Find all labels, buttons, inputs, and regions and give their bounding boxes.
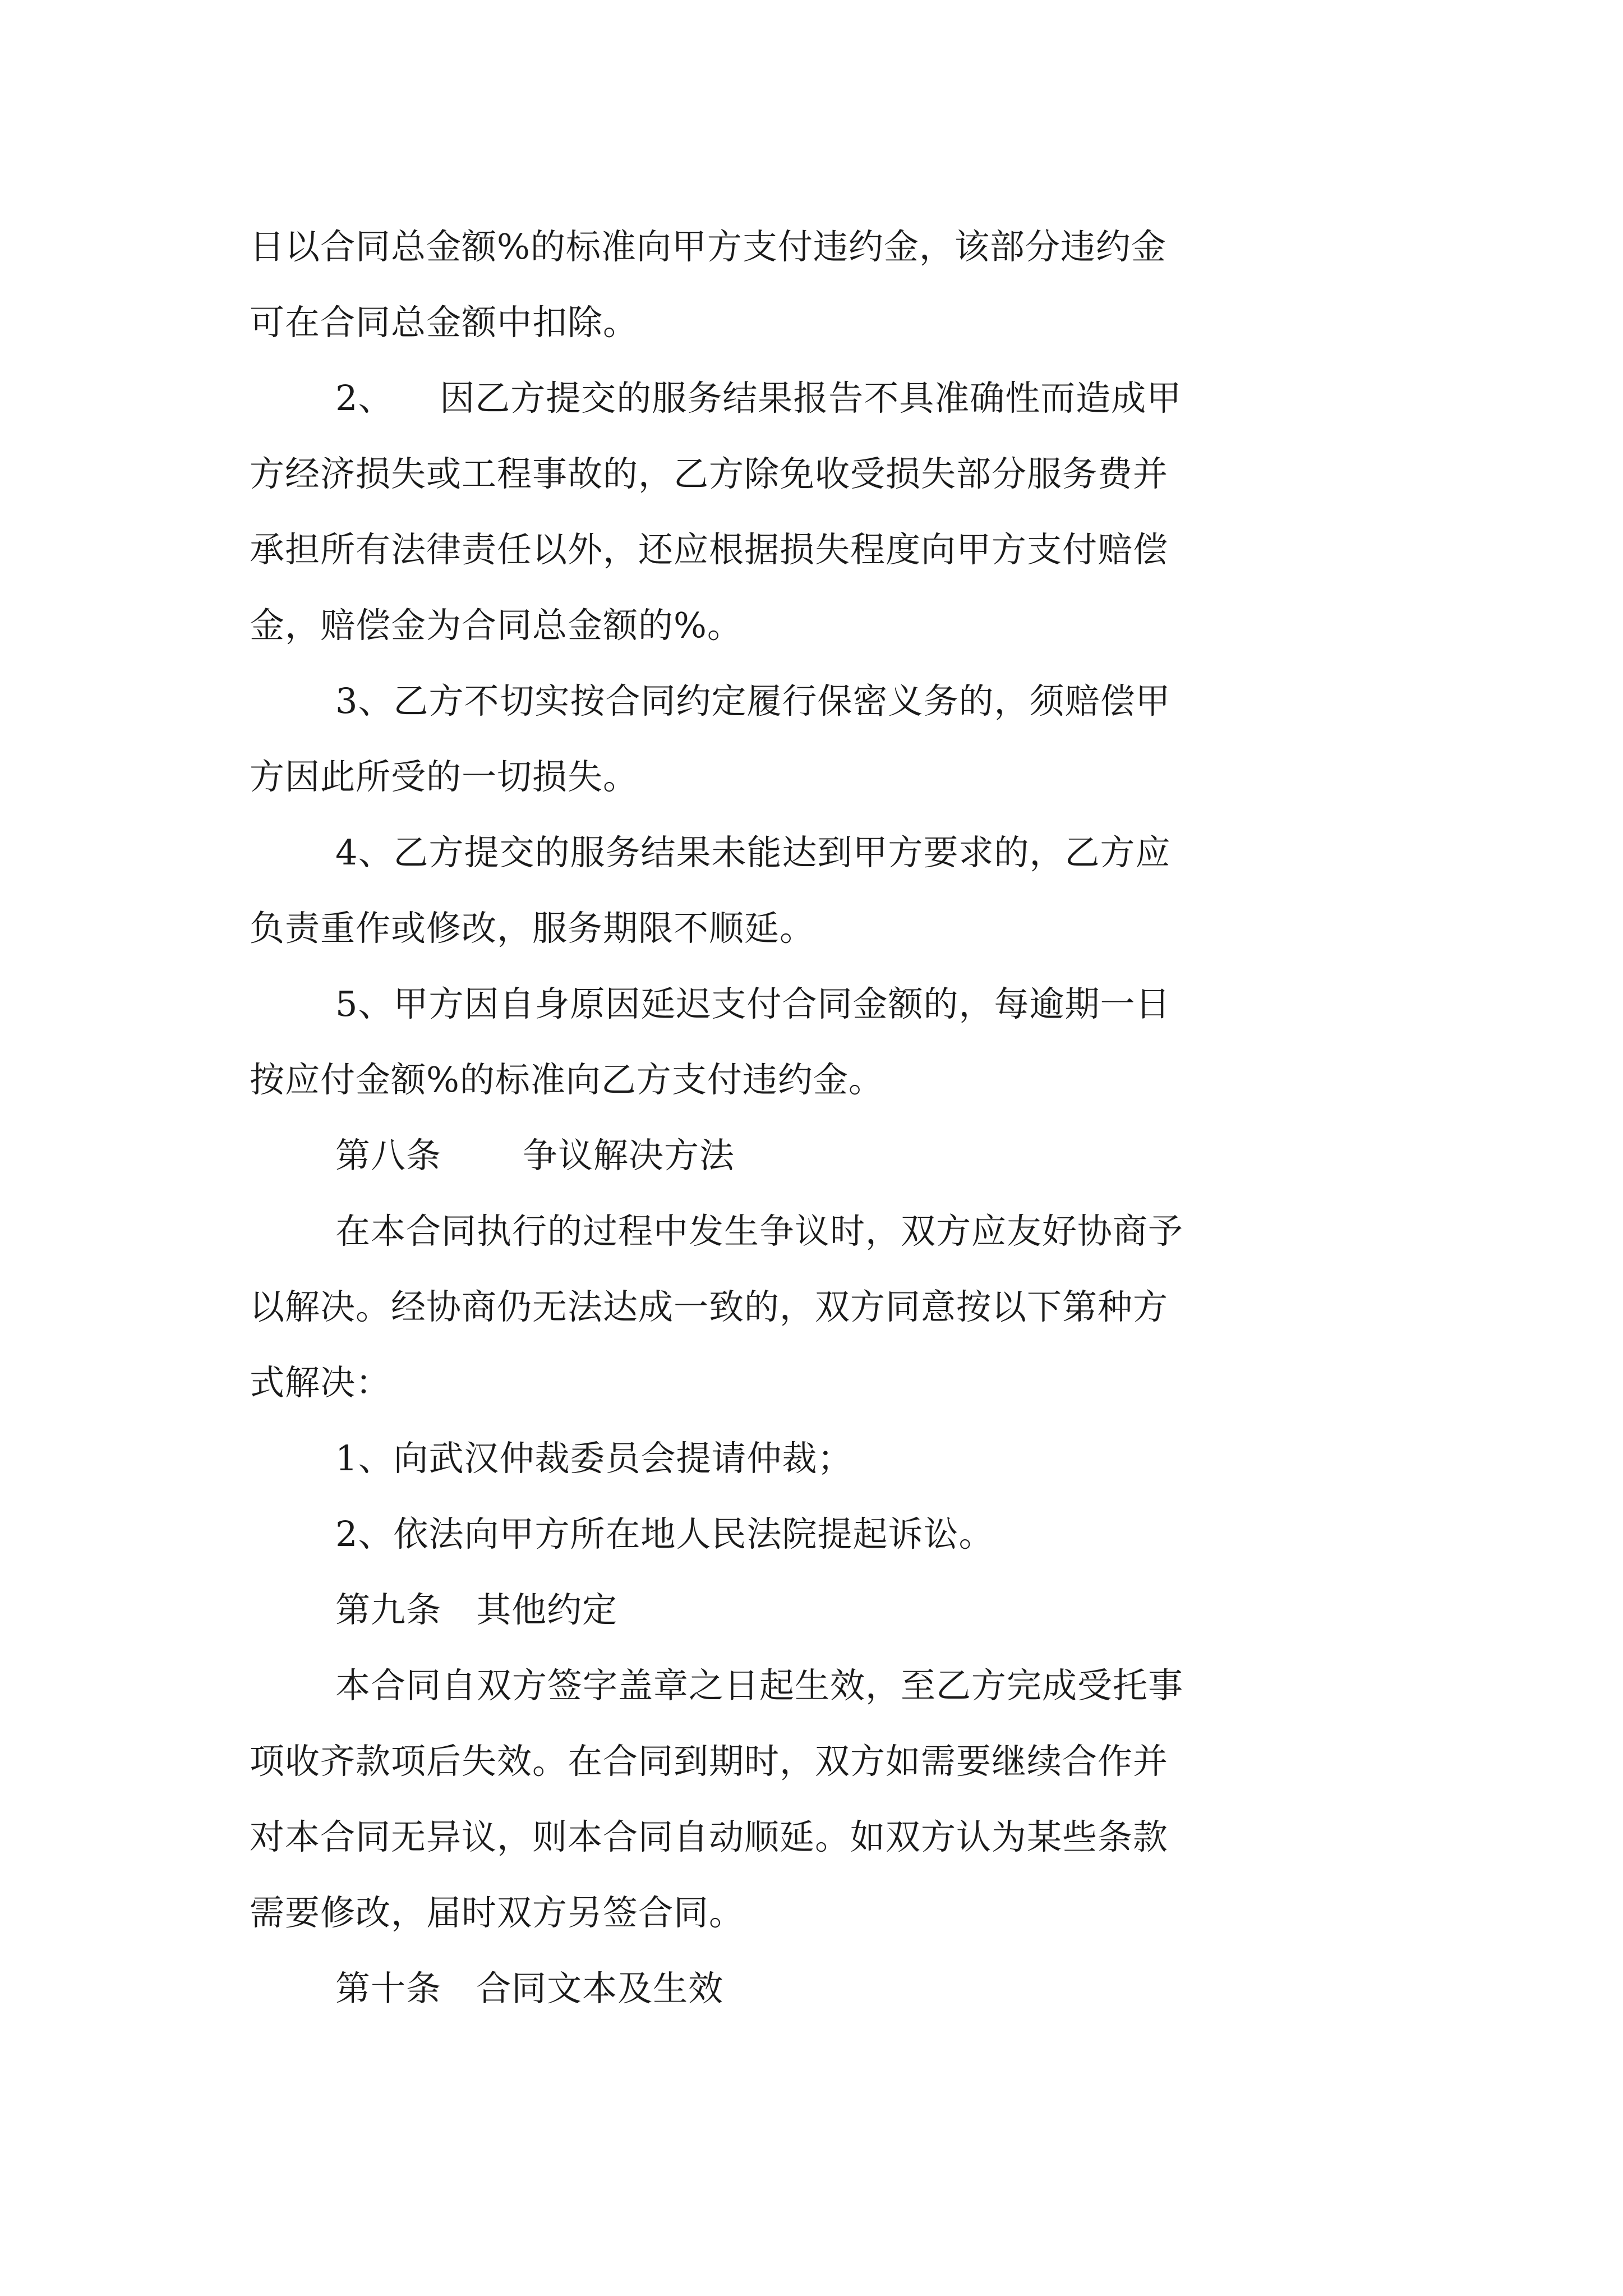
- article-heading-9: 第九条 其他约定: [335, 1589, 618, 1630]
- text-line: 承担所有法律责任以外，还应根据损失程度向甲方支付赔偿: [250, 529, 1169, 570]
- clause-item-2: 2、 因乙方提交的服务结果报告不具准确性而造成甲: [335, 378, 1182, 418]
- article-heading-8: 第八条 争议解决方法: [335, 1135, 735, 1176]
- clause-item-5: 5、甲方因自身原因延迟支付合同金额的，每逾期一日: [335, 983, 1171, 1024]
- text-line: 方因此所受的一切损失。: [250, 756, 639, 797]
- clause-item-4: 4、乙方提交的服务结果未能达到甲方要求的，乙方应: [335, 832, 1171, 873]
- text-line: 金，赔偿金为合同总金额的%。: [250, 605, 743, 646]
- text-line: 负责重作或修改，服务期限不顺延。: [250, 908, 815, 949]
- dispute-option-2: 2、依法向甲方所在地人民法院提起诉讼。: [335, 1513, 994, 1554]
- text-line: 式解决：: [250, 1362, 391, 1403]
- text-line: 方经济损失或工程事故的，乙方除免收受损失部分服务费并: [250, 453, 1169, 494]
- dispute-option-1: 1、向武汉仲裁委员会提请仲裁；: [335, 1438, 853, 1479]
- text-line: 对本合同无异议，则本合同自动顺延。如双方认为某些条款: [250, 1816, 1169, 1857]
- text-line: 以解决。经协商仍无法达成一致的，双方同意按以下第种方: [250, 1286, 1169, 1327]
- paragraph-start: 本合同自双方签字盖章之日起生效，至乙方完成受托事: [335, 1665, 1184, 1706]
- text-line: 日以合同总金额%的标准向甲方支付违约金，该部分违约金: [250, 226, 1166, 267]
- text-line: 可在合同总金额中扣除。: [250, 302, 639, 343]
- paragraph-start: 在本合同执行的过程中发生争议时，双方应友好协商予: [335, 1211, 1184, 1251]
- text-line: 需要修改，届时双方另签合同。: [250, 1892, 745, 1933]
- article-heading-10: 第十条 合同文本及生效: [335, 1968, 724, 2009]
- text-line: 项收齐款项后失效。在合同到期时，双方如需要继续合作并: [250, 1741, 1169, 1782]
- clause-item-3: 3、乙方不切实按合同约定履行保密义务的，须赔偿甲: [335, 680, 1171, 721]
- text-line: 按应付金额%的标准向乙方支付违约金。: [250, 1059, 884, 1100]
